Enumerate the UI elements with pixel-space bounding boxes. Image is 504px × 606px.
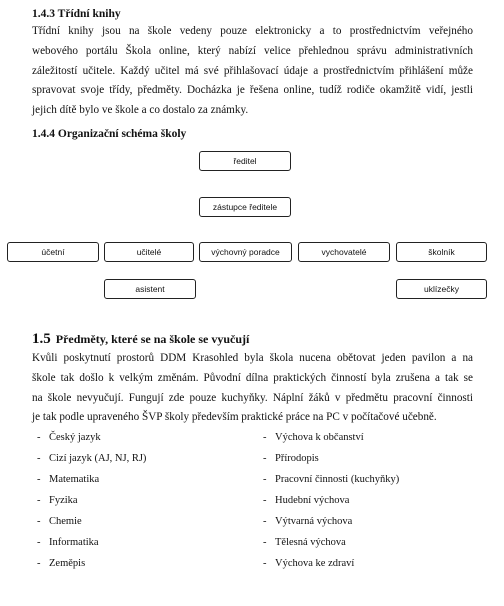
bullet: - bbox=[263, 432, 267, 443]
list-item bbox=[263, 474, 399, 485]
org-box-skolnik: školník bbox=[396, 242, 487, 262]
list-item-text: Chemie bbox=[49, 516, 82, 527]
heading-1-5 bbox=[32, 331, 249, 348]
list-item bbox=[263, 516, 352, 527]
org-box-vychovny-poradce: výchovný poradce bbox=[199, 242, 292, 262]
list-item-text: Zeměpis bbox=[49, 558, 86, 569]
list-item bbox=[37, 537, 99, 548]
org-box-vychovatele: vychovatelé bbox=[298, 242, 390, 262]
bullet: - bbox=[37, 432, 41, 443]
list-item-text: Výchova k občanství bbox=[275, 432, 364, 443]
paragraph-predmety bbox=[32, 349, 473, 428]
heading-1-4-4: 1.4.4 Organizační schéma školy bbox=[32, 128, 187, 140]
list-item bbox=[263, 537, 346, 548]
bullet: - bbox=[263, 516, 267, 527]
bullet: - bbox=[37, 537, 41, 548]
bullet: - bbox=[37, 558, 41, 569]
list-item-text: Hudební výchova bbox=[275, 495, 350, 506]
list-item-text: Informatika bbox=[49, 537, 99, 548]
list-item bbox=[37, 516, 82, 527]
bullet: - bbox=[37, 516, 41, 527]
list-item-text: Výchova ke zdraví bbox=[275, 558, 355, 569]
bullet: - bbox=[263, 537, 267, 548]
list-item-text: Pracovní činnosti (kuchyňky) bbox=[275, 474, 400, 485]
paragraph-line: je tak podle upraveného ŠVP školy především praktické práce na PC v počítačové učebně. bbox=[32, 411, 437, 424]
list-item bbox=[263, 432, 364, 443]
paragraph-line: záležitostí učitele. Každý učitel má své přihlašovací údaje a prostřednictvím přihlášení může bbox=[32, 64, 473, 77]
bullet: - bbox=[37, 495, 41, 506]
list-item-text: Tělesná výchova bbox=[275, 537, 346, 548]
bullet: - bbox=[263, 495, 267, 506]
list-item-text: Český jazyk bbox=[49, 432, 101, 443]
heading-1-4-3: 1.4.3 Třídní knihy bbox=[32, 8, 121, 20]
list-item-text: Fyzika bbox=[49, 495, 78, 506]
list-item-text: Matematika bbox=[49, 474, 100, 485]
paragraph-line: spravovat svoje třídy, předměty. Docházka je řešena online, tudíž rodiče okamžitě vidí, jestli bbox=[32, 84, 473, 97]
list-item-text: Cizí jazyk (AJ, NJ, RJ) bbox=[49, 453, 147, 464]
list-item bbox=[37, 453, 146, 464]
paragraph-line: jejich dítě bylo ve škole a co dostalo za známky. bbox=[32, 104, 249, 117]
bullet: - bbox=[37, 474, 41, 485]
list-item-text: Výtvarná výchova bbox=[275, 516, 353, 527]
list-item bbox=[37, 558, 85, 569]
list-item bbox=[263, 453, 319, 464]
list-item bbox=[263, 495, 349, 506]
heading-number: 1.5 bbox=[32, 331, 51, 347]
list-item bbox=[263, 558, 354, 569]
paragraph-line: škole tak došlo k velkým změnám. Původní dílna praktických činností byla zrušena a tak se bbox=[32, 371, 473, 384]
paragraph-line: webového portálu Škola online, který nabízí velice přehlednou správu administrativních bbox=[32, 44, 473, 57]
paragraph-line: Třídní knihy jsou na škole vedeny pouze elektronicky a to prostřednictvím veřejného bbox=[32, 25, 473, 37]
org-box-ucitele: učitelé bbox=[104, 242, 194, 262]
list-item bbox=[37, 495, 78, 506]
bullet: - bbox=[263, 474, 267, 485]
org-box-asistent: asistent bbox=[104, 279, 196, 299]
paragraph-line: na škole nevyučují. Fungují zde pouze kuchyňky. Náplní žáků v předmětu pracovní činnosti bbox=[32, 391, 473, 404]
bullet: - bbox=[263, 558, 267, 569]
bullet: - bbox=[37, 453, 41, 464]
org-box-zastupce-reditele: zástupce ředitele bbox=[199, 197, 291, 217]
list-item bbox=[37, 474, 99, 485]
bullet: - bbox=[263, 453, 267, 464]
paragraph-line: Kvůli poskytnutí prostorů DDM Krasohled byla škola nucena obětovat jeden pavilon a na bbox=[32, 352, 473, 364]
paragraph-trid-knihy bbox=[32, 22, 473, 121]
org-box-ucetni: účetní bbox=[7, 242, 99, 262]
heading-text: Předměty, které se na škole se vyučují bbox=[55, 332, 250, 346]
org-box-reditel: ředitel bbox=[199, 151, 291, 171]
org-box-uklizecky: uklízečky bbox=[396, 279, 487, 299]
list-item bbox=[37, 432, 101, 443]
list-item-text: Přírodopis bbox=[275, 453, 319, 464]
